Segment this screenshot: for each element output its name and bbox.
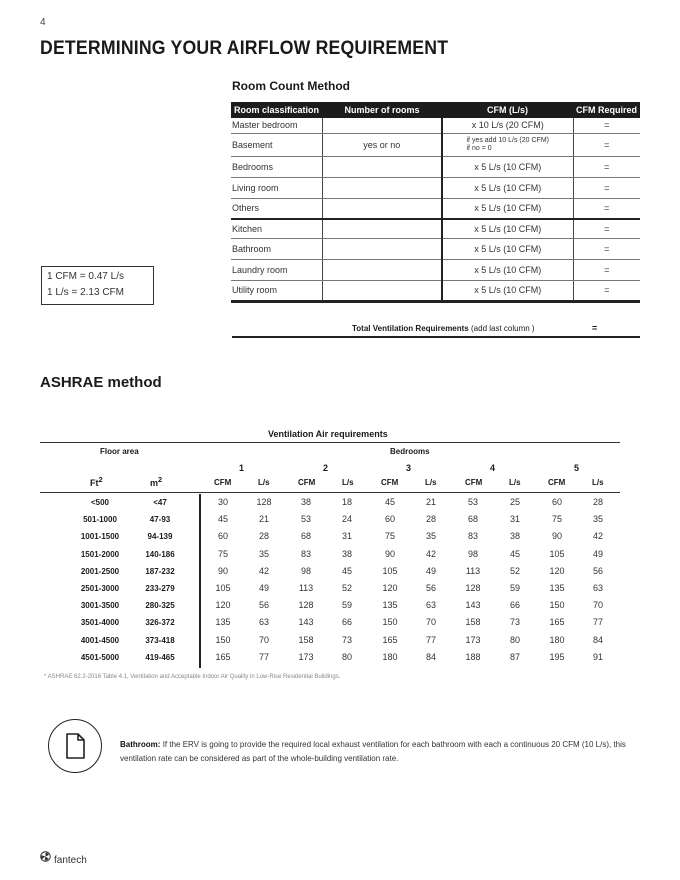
ashrae-footnote: * ASHRAE 62.2-2016 Table 4.1, Ventilation and Acceptable Indoor Air Quality in Low-Rise Residential Buildings.: [44, 674, 341, 680]
floor-area-m2: 419-465: [145, 652, 175, 662]
floor-area-m2: 140-186: [145, 549, 175, 559]
ls-4-bedroom: 52: [509, 565, 520, 576]
ls-1-bedroom: 70: [258, 634, 269, 645]
table-row: [40, 528, 620, 545]
cfm-4-bedroom: 53: [467, 497, 478, 507]
ls-4-bedroom: 66: [509, 600, 520, 611]
cfm-5-bedroom: 60: [551, 497, 562, 507]
room-cfm: [442, 133, 573, 156]
room-cfm: x 10 L/s (20 CFM): [442, 118, 573, 133]
ls-1-bedroom: 56: [258, 600, 269, 611]
room-name: Living room: [231, 177, 322, 198]
table-row: [231, 259, 640, 280]
unit-m-sup: 2: [158, 475, 163, 484]
cfm-2-bedroom: 158: [298, 634, 314, 645]
cfm-5-bedroom: 195: [549, 651, 565, 662]
room-name: Utility room: [231, 280, 322, 301]
room-number: [322, 198, 442, 219]
cfm-1-bedroom: 45: [217, 514, 228, 525]
table-row: [231, 198, 640, 219]
table-row: [40, 511, 620, 528]
room-number: yes or no: [322, 133, 442, 156]
table-row: [231, 177, 640, 198]
ls-4-bedroom: 73: [509, 617, 520, 628]
cfm-3-bedroom: 135: [382, 600, 398, 611]
ls-4-bedroom: 38: [509, 531, 520, 542]
cfm-2-bedroom: 143: [298, 617, 314, 628]
floor-area-ft2: <500: [90, 498, 110, 507]
cfm-1-bedroom: 120: [215, 600, 231, 611]
ls-4-bedroom: 87: [509, 651, 520, 662]
unit-ft2: [90, 475, 103, 488]
room-number: [322, 177, 442, 198]
cfm-4-bedroom: 158: [465, 617, 481, 628]
ls-2-bedroom: 59: [341, 600, 352, 611]
total-label-note: (add last column ): [471, 324, 535, 333]
table-row: [231, 118, 640, 133]
bathroom-note: [120, 738, 640, 766]
ls-1-bedroom: 63: [258, 617, 269, 628]
ls-3-bedroom: 35: [425, 531, 436, 542]
ls-1-bedroom: 21: [258, 514, 269, 525]
table-row: [231, 219, 640, 238]
room-required: =: [573, 280, 640, 301]
ls-2-bedroom: 80: [341, 651, 352, 662]
cfm-3-bedroom: 150: [382, 617, 398, 628]
ls-5-bedroom: 91: [592, 651, 603, 662]
ls-1-bedroom: 128: [256, 497, 272, 507]
ls-2-bedroom: 73: [341, 634, 352, 645]
floor-area-m2: 280-325: [145, 601, 175, 611]
floor-area-m2: <47: [153, 498, 167, 507]
basement-note-line-2: if no = 0: [466, 144, 492, 152]
floor-area-ft2: 501-1000: [83, 515, 117, 525]
floor-area-ft2: 1001-1500: [80, 532, 120, 542]
cfm-4-bedroom: 173: [465, 634, 481, 645]
room-number: [322, 118, 442, 133]
cfm-2-bedroom: 173: [298, 651, 314, 662]
ls-4-bedroom: 59: [509, 582, 520, 593]
brand-name: fantech: [54, 855, 87, 866]
bedrooms-header: Bedrooms: [390, 447, 430, 456]
fantech-logo-icon: [40, 851, 51, 862]
ventilation-table-title: Ventilation Air requirements: [268, 429, 388, 439]
room-required: =: [573, 219, 640, 238]
ls-2-bedroom: 24: [341, 514, 352, 525]
ls-3-bedroom: 42: [425, 548, 436, 559]
cfm-1-bedroom: 30: [217, 497, 228, 507]
table-row: [40, 632, 620, 649]
room-number: [322, 280, 442, 301]
col-cfm-ls: CFM (L/s): [442, 102, 573, 118]
bathroom-note-label: Bathroom:: [120, 740, 161, 749]
page-title: DETERMINING YOUR AIRFLOW REQUIREMENT: [40, 38, 449, 59]
cfm-2-bedroom: 68: [300, 531, 311, 542]
table-row: [231, 238, 640, 259]
ls-5-bedroom: 28: [592, 497, 603, 507]
room-name: Laundry room: [231, 259, 322, 280]
conversion-ls-to-cfm: 1 L/s = 2.13 CFM: [47, 287, 124, 298]
ls-2-bedroom: 18: [341, 497, 352, 507]
room-required: =: [573, 177, 640, 198]
cfm-5-bedroom: 105: [549, 548, 565, 559]
ls-2-bedroom: 52: [341, 582, 352, 593]
floor-area-m2: 187-232: [145, 566, 175, 576]
room-number: [322, 238, 442, 259]
col-room-classification: Room classification: [231, 102, 322, 118]
cfm-3-bedroom: 90: [384, 548, 395, 559]
bathroom-note-text: If the ERV is going to provide the required local exhaust ventilation for each bathroom with each a continuous 20 CFM (10 L/s), this ventilation rate can be considered as part of the whole-building ventilation rate.: [120, 740, 626, 763]
ls-3-bedroom: 56: [425, 582, 436, 593]
cfm-2-bedroom: 98: [300, 565, 311, 576]
cfm-3-bedroom: 165: [382, 634, 398, 645]
subheader-cfm: CFM: [548, 478, 566, 487]
ls-3-bedroom: 77: [425, 634, 436, 645]
floor-area-m2: 94-139: [147, 532, 173, 542]
subheader-ls: L/s: [509, 478, 521, 487]
cfm-3-bedroom: 75: [384, 531, 395, 542]
room-cfm: x 5 L/s (10 CFM): [442, 219, 573, 238]
floor-area-ft2: 2001-2500: [80, 566, 120, 576]
bedroom-number-2: 2: [323, 463, 329, 473]
ls-3-bedroom: 28: [425, 514, 436, 525]
page-number: 4: [40, 17, 46, 28]
ls-1-bedroom: 42: [258, 565, 269, 576]
table-row: [40, 649, 620, 666]
cfm-5-bedroom: 90: [551, 531, 562, 542]
cfm-4-bedroom: 128: [465, 582, 481, 593]
ls-5-bedroom: 84: [592, 634, 603, 645]
ls-2-bedroom: 31: [341, 531, 352, 542]
ls-1-bedroom: 77: [258, 651, 269, 662]
cfm-3-bedroom: 180: [382, 651, 398, 662]
table-row: [231, 156, 640, 177]
ls-4-bedroom: 45: [509, 548, 520, 559]
ls-1-bedroom: 49: [258, 582, 269, 593]
room-name: Master bedroom: [231, 118, 322, 133]
total-ventilation-label: [352, 324, 535, 333]
ls-5-bedroom: 42: [592, 531, 603, 542]
floor-area-m2: 233-279: [145, 583, 175, 593]
floor-area-m2: 326-372: [145, 618, 175, 628]
room-cfm: x 5 L/s (10 CFM): [442, 198, 573, 219]
room-name: Basement: [231, 133, 322, 156]
cfm-5-bedroom: 75: [551, 514, 562, 525]
table-row: [231, 280, 640, 301]
subheader-ls: L/s: [342, 478, 354, 487]
floor-area-ft2: 3501-4000: [80, 618, 120, 628]
cfm-2-bedroom: 38: [300, 497, 311, 507]
room-count-heading: Room Count Method: [232, 79, 350, 93]
subheader-cfm: CFM: [214, 478, 232, 487]
cfm-4-bedroom: 83: [467, 531, 478, 542]
floor-area-m2: 47-93: [149, 515, 171, 525]
subheader-cfm: CFM: [465, 478, 483, 487]
room-name: Others: [231, 198, 322, 219]
total-label-bold: Total Ventilation Requirements: [352, 324, 469, 333]
cfm-1-bedroom: 90: [217, 565, 228, 576]
room-number: [322, 219, 442, 238]
header-rule: [40, 492, 620, 493]
room-name: Bedrooms: [231, 156, 322, 177]
ls-4-bedroom: 80: [509, 634, 520, 645]
conversion-cfm-to-ls: 1 CFM = 0.47 L/s: [47, 271, 124, 282]
bedroom-number-5: 5: [574, 463, 580, 473]
room-count-header-row: [231, 102, 640, 118]
cfm-4-bedroom: 143: [465, 600, 481, 611]
ventilation-rows: [40, 494, 620, 666]
cfm-5-bedroom: 150: [549, 600, 565, 611]
ls-5-bedroom: 77: [592, 617, 603, 628]
ls-3-bedroom: 70: [425, 617, 436, 628]
ls-2-bedroom: 38: [341, 548, 352, 559]
cfm-4-bedroom: 98: [467, 548, 478, 559]
cfm-1-bedroom: 150: [215, 634, 231, 645]
room-cfm: x 5 L/s (10 CFM): [442, 156, 573, 177]
ls-3-bedroom: 21: [425, 497, 436, 507]
ls-5-bedroom: 56: [592, 565, 603, 576]
bedroom-number-3: 3: [406, 463, 412, 473]
room-number: [322, 259, 442, 280]
subheader-cfm: CFM: [298, 478, 316, 487]
bedroom-number-1: 1: [239, 463, 245, 473]
ls-5-bedroom: 35: [592, 514, 603, 525]
room-name: Kitchen: [231, 219, 322, 238]
total-equals: =: [592, 323, 598, 333]
room-name: Bathroom: [231, 238, 322, 259]
cfm-2-bedroom: 113: [298, 582, 314, 593]
table-row: [40, 563, 620, 580]
ls-2-bedroom: 45: [341, 565, 352, 576]
col-number-of-rooms: Number of rooms: [322, 102, 442, 118]
cfm-4-bedroom: 113: [465, 565, 481, 576]
ashrae-heading: ASHRAE method: [40, 374, 162, 391]
ls-3-bedroom: 63: [425, 600, 436, 611]
cfm-3-bedroom: 105: [382, 565, 398, 576]
fantech-logo: [40, 850, 87, 864]
room-cfm: x 5 L/s (10 CFM): [442, 177, 573, 198]
unit-ft-text: Ft: [90, 478, 99, 488]
col-cfm-required: CFM Required: [573, 102, 640, 118]
ls-1-bedroom: 28: [258, 531, 269, 542]
table-row: [40, 580, 620, 597]
ls-5-bedroom: 49: [592, 548, 603, 559]
ls-3-bedroom: 49: [425, 565, 436, 576]
cfm-5-bedroom: 135: [549, 582, 565, 593]
cfm-1-bedroom: 105: [215, 582, 231, 593]
room-required: =: [573, 238, 640, 259]
table-row: [40, 614, 620, 631]
floor-area-ft2: 4001-4500: [80, 635, 120, 645]
cfm-1-bedroom: 165: [215, 651, 231, 662]
bedroom-number-4: 4: [490, 463, 496, 473]
subheader-ls: L/s: [258, 478, 270, 487]
cfm-1-bedroom: 60: [217, 531, 228, 542]
basement-note-line-1: if yes add 10 L/s (20 CFM): [466, 136, 549, 144]
cfm-1-bedroom: 135: [215, 617, 231, 628]
subheader-ls: L/s: [425, 478, 437, 487]
conversion-box: [41, 266, 154, 305]
room-cfm: x 5 L/s (10 CFM): [442, 259, 573, 280]
room-required: =: [573, 198, 640, 219]
cfm-5-bedroom: 120: [549, 565, 565, 576]
ls-5-bedroom: 70: [592, 600, 603, 611]
ls-1-bedroom: 35: [258, 548, 269, 559]
floor-area-m2: 373-418: [145, 635, 175, 645]
ls-3-bedroom: 84: [425, 651, 436, 662]
cfm-3-bedroom: 120: [382, 582, 398, 593]
ls-5-bedroom: 63: [592, 582, 603, 593]
room-count-table: [231, 102, 640, 303]
table-top-rule: [40, 442, 620, 443]
room-required: =: [573, 259, 640, 280]
unit-ft-sup: 2: [98, 475, 103, 484]
table-row: [40, 546, 620, 563]
cfm-4-bedroom: 68: [467, 514, 478, 525]
table-row: [40, 494, 620, 511]
cfm-5-bedroom: 165: [549, 617, 565, 628]
floor-area-header: Floor area: [100, 447, 139, 456]
floor-area-ft2: 2501-3000: [80, 583, 120, 593]
table-row: [231, 133, 640, 156]
cfm-2-bedroom: 53: [300, 514, 311, 525]
floor-area-ft2: 1501-2000: [80, 549, 120, 559]
ls-4-bedroom: 25: [509, 497, 520, 507]
document-icon: [48, 719, 102, 773]
subheader-ls: L/s: [592, 478, 604, 487]
unit-m2: [150, 475, 162, 488]
cfm-3-bedroom: 60: [384, 514, 395, 525]
ls-2-bedroom: 66: [341, 617, 352, 628]
cfm-2-bedroom: 128: [298, 600, 314, 611]
room-cfm: x 5 L/s (10 CFM): [442, 280, 573, 301]
cfm-2-bedroom: 83: [300, 548, 311, 559]
cfm-4-bedroom: 188: [465, 651, 481, 662]
subheader-cfm: CFM: [381, 478, 399, 487]
floor-area-ft2: 3001-3500: [80, 601, 120, 611]
room-required: =: [573, 133, 640, 156]
cfm-1-bedroom: 75: [217, 548, 228, 559]
cfm-3-bedroom: 45: [384, 497, 395, 507]
unit-m-text: m: [150, 478, 159, 488]
floor-area-ft2: 4501-5000: [80, 652, 120, 662]
room-cfm: x 5 L/s (10 CFM): [442, 238, 573, 259]
ls-4-bedroom: 31: [509, 514, 520, 525]
cfm-5-bedroom: 180: [549, 634, 565, 645]
table-row: [40, 597, 620, 614]
room-number: [322, 156, 442, 177]
room-required: =: [573, 118, 640, 133]
room-required: =: [573, 156, 640, 177]
